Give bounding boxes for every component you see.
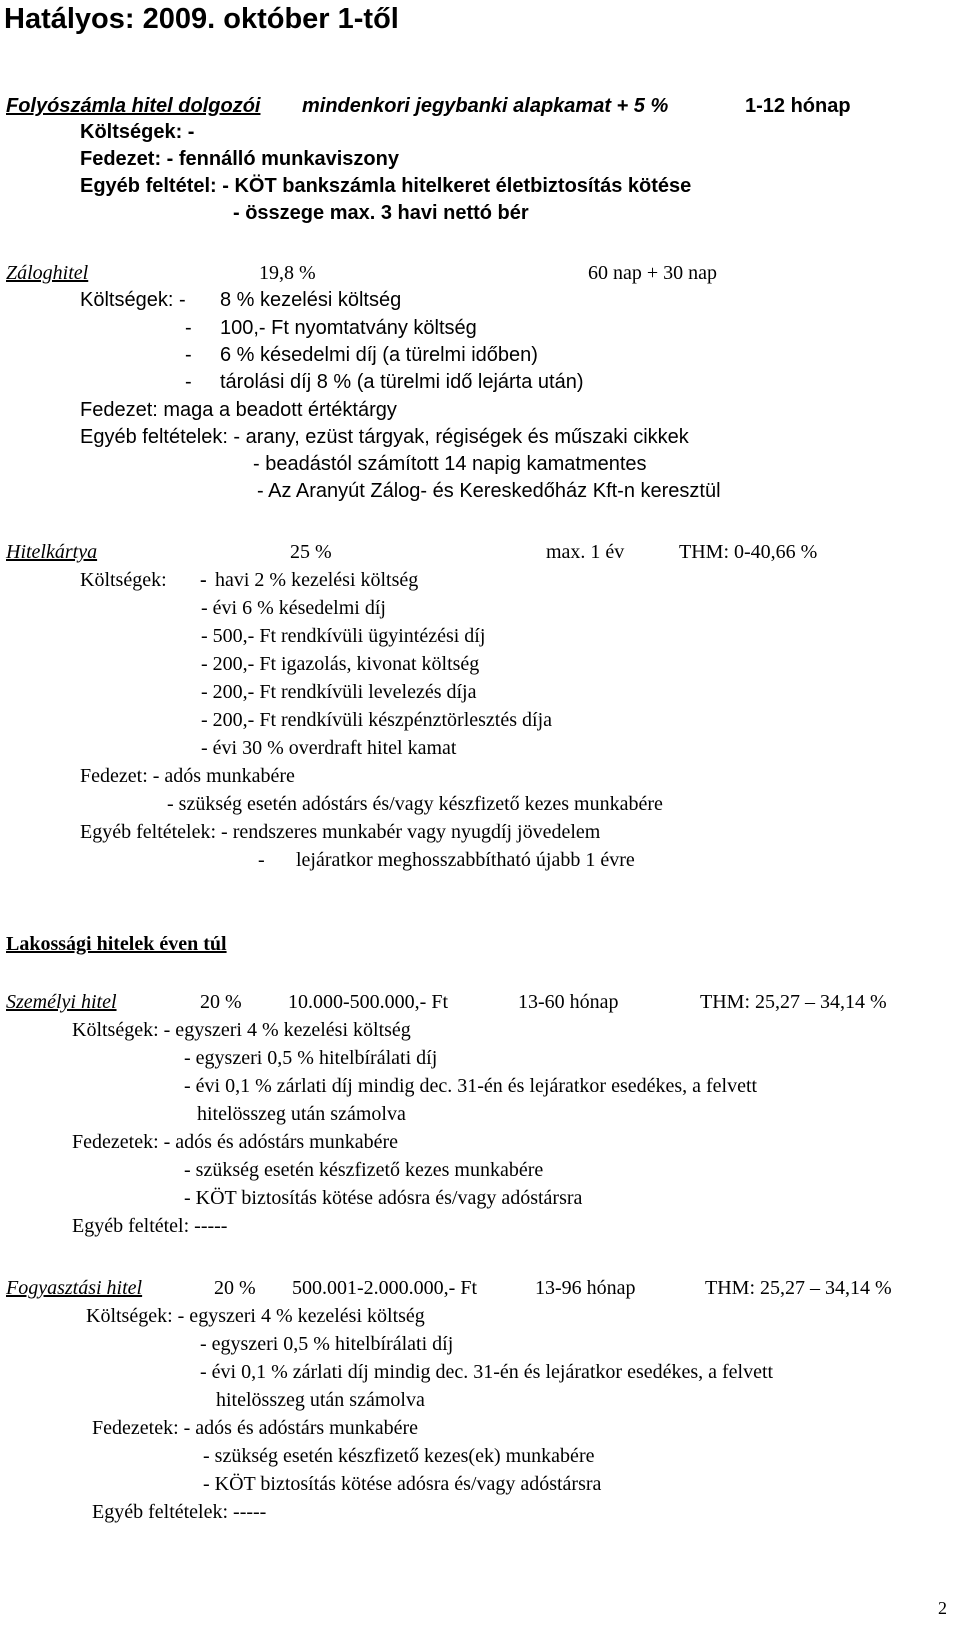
zaloghitel-other: - beadástól számított 14 napig kamatmentes [253, 453, 647, 475]
hitelkartya-rate: 25 % [290, 541, 332, 563]
hitelkartya-costs-label: Költségek: [80, 569, 167, 591]
zaloghitel-rate: 19,8 % [259, 262, 316, 284]
fogyasztasi-amount: 500.001-2.000.000,- Ft [292, 1277, 477, 1299]
page-title: Hatályos: 2009. október 1-től [4, 3, 399, 35]
fogyasztasi-security: Fedezetek: - adós és adóstárs munkabére [92, 1417, 418, 1439]
folyoszamla-security: Fedezet: - fennálló munkaviszony [80, 148, 399, 170]
zaloghitel-cost-item: tárolási díj 8 % (a türelmi idő lejárta után) [220, 371, 584, 393]
szemelyi-cost: - évi 0,1 % zárlati díj mindig dec. 31-én és lejáratkor esedékes, a felvett [184, 1075, 758, 1097]
section-heading: Lakossági hitelek éven túl [6, 933, 227, 955]
folyoszamla-other: Egyéb feltétel: - KÖT bankszámla hitelkeret életbiztosítás kötése [80, 175, 692, 197]
zaloghitel-dash: - [185, 317, 192, 339]
zaloghitel-name: Záloghitel [6, 262, 89, 284]
zaloghitel-security: Fedezet: maga a beadott értéktárgy [80, 399, 397, 421]
fogyasztasi-other: Egyéb feltételek: ----- [92, 1501, 267, 1523]
hitelkartya-cost-item: - 500,- Ft rendkívüli ügyintézési díj [201, 625, 486, 647]
hitelkartya-cost-item: - évi 6 % késedelmi díj [201, 597, 386, 619]
hitelkartya-first-dash: - [200, 569, 207, 591]
szemelyi-name: Személyi hitel [6, 991, 117, 1013]
folyoszamla-rate: mindenkori jegybanki alapkamat + 5 % [302, 95, 669, 117]
fogyasztasi-cost: - évi 0,1 % zárlati díj mindig dec. 31-én és lejáratkor esedékes, a felvett [200, 1361, 774, 1383]
zaloghitel-dash: - [185, 371, 192, 393]
fogyasztasi-cost: hitelösszeg után számolva [216, 1389, 425, 1411]
fogyasztasi-security: - szükség esetén készfizető kezes(ek) munkabére [203, 1445, 595, 1467]
fogyasztasi-thm: THM: 25,27 – 34,14 % [705, 1277, 892, 1299]
fogyasztasi-cost: Költségek: - egyszeri 4 % kezelési költség [86, 1305, 425, 1327]
fogyasztasi-rate: 20 % [214, 1277, 256, 1299]
zaloghitel-cost-item: 6 % késedelmi díj (a türelmi időben) [220, 344, 538, 366]
szemelyi-other: Egyéb feltétel: ----- [72, 1215, 228, 1237]
hitelkartya-term: max. 1 év [546, 541, 625, 563]
szemelyi-term: 13-60 hónap [518, 991, 619, 1013]
folyoszamla-term: 1-12 hónap [745, 95, 851, 117]
hitelkartya-cost-item: - 200,- Ft igazolás, kivonat költség [201, 653, 480, 675]
zaloghitel-other: Egyéb feltételek: - arany, ezüst tárgyak, régiségek és műszaki cikkek [80, 426, 689, 448]
hitelkartya-other: Egyéb feltételek: - rendszeres munkabér vagy nyugdíj jövedelem [80, 821, 601, 843]
szemelyi-amount: 10.000-500.000,- Ft [288, 991, 448, 1013]
folyoszamla-name: Folyószámla hitel dolgozói [6, 95, 261, 117]
zaloghitel-other: - Az Aranyút Zálog- és Kereskedőház Kft-n keresztül [257, 480, 721, 502]
hitelkartya-cost-item: - 200,- Ft rendkívüli levelezés díja [201, 681, 477, 703]
hitelkartya-security: Fedezet: - adós munkabére [80, 765, 295, 787]
hitelkartya-cost-item: - 200,- Ft rendkívüli készpénztörlesztés díja [201, 709, 553, 731]
folyoszamla-amount: - összege max. 3 havi nettó bér [233, 202, 529, 224]
szemelyi-rate: 20 % [200, 991, 242, 1013]
hitelkartya-other: - [258, 849, 265, 871]
zaloghitel-costs-label: Költségek: - [80, 289, 186, 311]
szemelyi-thm: THM: 25,27 – 34,14 % [700, 991, 887, 1013]
zaloghitel-dash: - [185, 344, 192, 366]
hitelkartya-cost-item: havi 2 % kezelési költség [215, 569, 419, 591]
hitelkartya-cost-item: - évi 30 % overdraft hitel kamat [201, 737, 457, 759]
fogyasztasi-cost: - egyszeri 0,5 % hitelbírálati díj [200, 1333, 454, 1355]
szemelyi-cost: hitelösszeg után számolva [197, 1103, 406, 1125]
page-number: 2 [938, 1598, 947, 1618]
hitelkartya-name: Hitelkártya [6, 541, 98, 563]
szemelyi-security: - szükség esetén készfizető kezes munkabére [184, 1159, 544, 1181]
fogyasztasi-security: - KÖT biztosítás kötése adósra és/vagy adóstársra [203, 1473, 602, 1495]
zaloghitel-term: 60 nap + 30 nap [588, 262, 718, 284]
szemelyi-security: Fedezetek: - adós és adóstárs munkabére [72, 1131, 398, 1153]
hitelkartya-other: lejáratkor meghosszabbítható újabb 1 évre [296, 849, 635, 871]
szemelyi-cost: - egyszeri 0,5 % hitelbírálati díj [184, 1047, 438, 1069]
zaloghitel-cost-item: 8 % kezelési költség [220, 289, 402, 311]
hitelkartya-security: - szükség esetén adóstárs és/vagy készfizető kezes munkabére [167, 793, 663, 815]
folyoszamla-costs: Költségek: - [80, 121, 195, 143]
fogyasztasi-term: 13-96 hónap [535, 1277, 636, 1299]
fogyasztasi-name: Fogyasztási hitel [6, 1277, 143, 1299]
szemelyi-cost: Költségek: - egyszeri 4 % kezelési költség [72, 1019, 411, 1041]
szemelyi-security: - KÖT biztosítás kötése adósra és/vagy adóstársra [184, 1187, 583, 1209]
zaloghitel-cost-item: 100,- Ft nyomtatvány költség [220, 317, 477, 339]
hitelkartya-thm: THM: 0-40,66 % [679, 541, 818, 563]
